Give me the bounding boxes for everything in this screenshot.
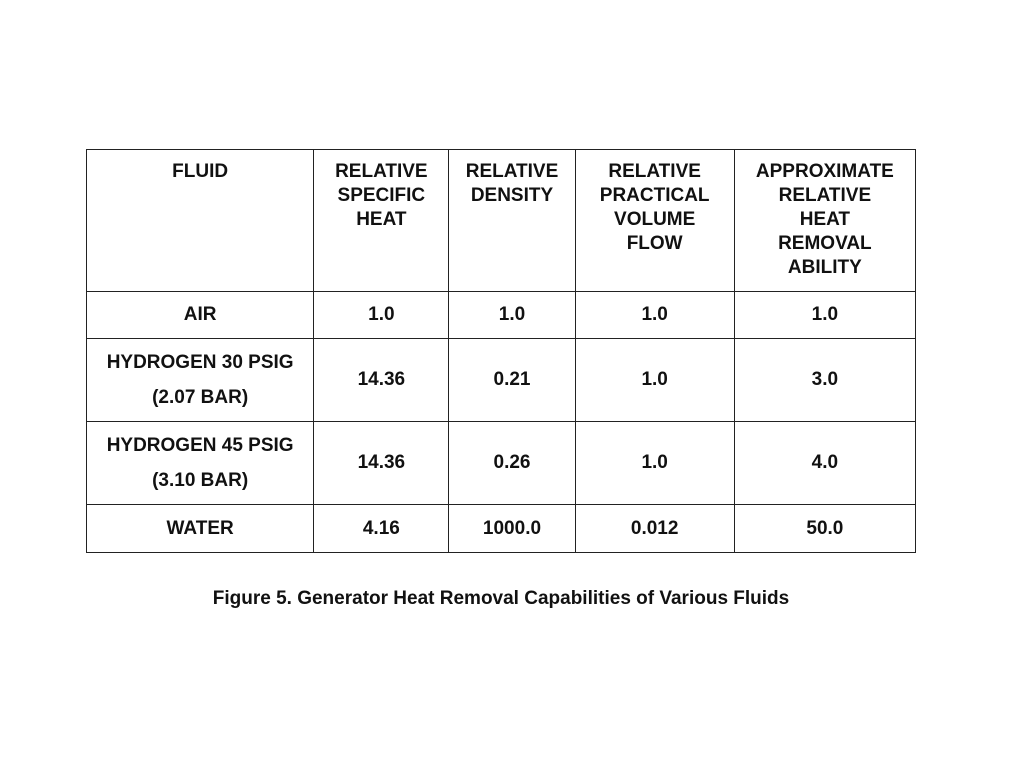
cell-density: 1000.0 <box>449 505 575 553</box>
table-header-row <box>87 150 916 292</box>
cell-fluid: HYDROGEN 45 PSIG (3.10 BAR) <box>87 422 314 505</box>
header-approximate-relative-heat-removal-ability: APPROXIMATE RELATIVE HEAT REMOVAL ABILITY <box>734 150 915 292</box>
cell-specific-heat: 14.36 <box>314 422 449 505</box>
cell-volume-flow: 1.0 <box>575 292 734 339</box>
table-row-hydrogen-45-psig <box>87 422 916 505</box>
cell-volume-flow: 1.0 <box>575 422 734 505</box>
header-relative-practical-volume-flow: RELATIVE PRACTICAL VOLUME FLOW <box>575 150 734 292</box>
cell-heat-removal: 3.0 <box>734 339 915 422</box>
header-relative-density: RELATIVE DENSITY <box>449 150 575 292</box>
cell-heat-removal: 1.0 <box>734 292 915 339</box>
cell-density: 1.0 <box>449 292 575 339</box>
cell-specific-heat: 4.16 <box>314 505 449 553</box>
cell-volume-flow: 0.012 <box>575 505 734 553</box>
header-fluid: FLUID <box>87 150 314 292</box>
fluid-heat-removal-table <box>86 149 916 553</box>
figure-caption: Figure 5. Generator Heat Removal Capabilities of Various Fluids <box>212 588 790 609</box>
cell-fluid: WATER <box>87 505 314 553</box>
table-row-air <box>87 292 916 339</box>
cell-heat-removal: 50.0 <box>734 505 915 553</box>
cell-specific-heat: 14.36 <box>314 339 449 422</box>
cell-specific-heat: 1.0 <box>314 292 449 339</box>
cell-fluid: AIR <box>87 292 314 339</box>
cell-fluid: HYDROGEN 30 PSIG (2.07 BAR) <box>87 339 314 422</box>
cell-heat-removal: 4.0 <box>734 422 915 505</box>
cell-volume-flow: 1.0 <box>575 339 734 422</box>
cell-density: 0.26 <box>449 422 575 505</box>
table-row-water <box>87 505 916 553</box>
cell-density: 0.21 <box>449 339 575 422</box>
table-row-hydrogen-30-psig <box>87 339 916 422</box>
header-relative-specific-heat: RELATIVE SPECIFIC HEAT <box>314 150 449 292</box>
